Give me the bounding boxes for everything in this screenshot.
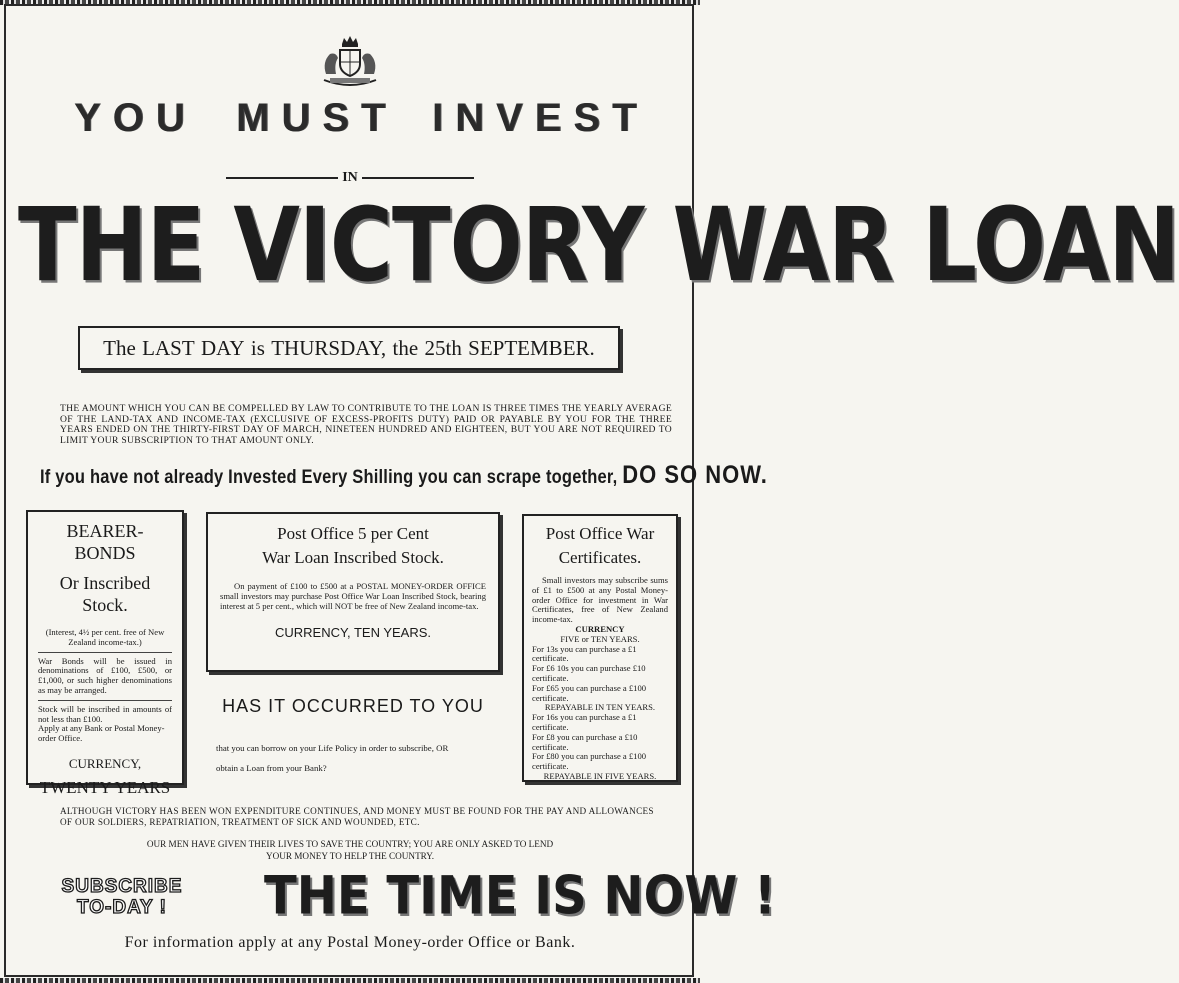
post-stock-title: Post Office 5 per Cent <box>277 524 429 543</box>
certificate-item: For £65 you can purchase a £100 certificate. <box>532 682 647 703</box>
last-day-word: DAY <box>200 335 245 360</box>
post-stock-subtitle: War Loan Inscribed Stock. <box>262 548 444 567</box>
occurred-line-2: obtain a Loan from your Bank? <box>216 763 327 773</box>
you-must-invest-heading <box>0 96 700 144</box>
royal-coat-of-arms-icon <box>318 34 382 90</box>
certificate-item: For £8 you can purchase a £10 certificate. <box>532 731 638 752</box>
in-divider <box>226 170 474 186</box>
post-stock-currency: CURRENCY, TEN YEARS. <box>274 625 432 641</box>
certificates-five-ten: FIVE or TEN YEARS. <box>560 633 640 644</box>
bearer-twenty-years: TWENTY YEARS <box>39 777 171 797</box>
last-day-word: SEPTEMBER. <box>468 335 595 360</box>
although-victory-paragraph: ALTHOUGH VICTORY HAS BEEN WON EXPENDITURE CONTINUES, AND MONEY MUST BE FOUND FOR THE PAY AND ALLOWANCES OF OUR SOLDIERS, REPATRIATION, TREATMENT OF SICK AND WOUNDED, ETC. <box>60 806 654 827</box>
last-day-word: THURSDAY, <box>271 335 387 360</box>
must-word-must: MUST <box>236 96 398 140</box>
do-so-now-emphasis: DO SO NOW. <box>622 460 768 489</box>
time-is-now-slogan: THE TIME IS NOW ! <box>264 865 776 927</box>
bearer-apply-text: Apply at any Bank or Postal Money-order Office. <box>38 723 165 744</box>
certificates-subtitle: Certificates. <box>558 548 642 567</box>
subscribe-line-1: SUBSCRIBE <box>61 876 183 897</box>
bearer-denominations-text: War Bonds will be issued in denominations of £100, £500, or £1,000, or such higher denominations as may be arranged. <box>38 655 172 695</box>
bearer-bonds-box <box>26 510 184 797</box>
our-men-line-2: YOUR MONEY TO HELP THE COUNTRY. <box>265 851 435 861</box>
our-men-line-1: OUR MEN HAVE GIVEN THEIR LIVES TO SAVE THE COUNTRY; YOU ARE ONLY ASKED TO LEND <box>146 839 554 849</box>
invest-every-shilling-line <box>40 460 768 490</box>
last-day-word: The <box>103 335 136 360</box>
war-certificates-box <box>522 514 678 782</box>
subscribe-today <box>56 876 188 918</box>
certificate-item: For £80 you can purchase a £100 certificate. <box>532 751 647 772</box>
invest-line-text: If you have not already Invested Every Shilling you can scrape together, <box>40 466 618 488</box>
post-stock-body: On payment of £100 to £500 at a POSTAL MONEY-ORDER OFFICE small investors may purchase Post Office War Loan Inscribed Stock, bearing interest at 5 per cent., which will NOT be free of New Zealand income-tax. <box>220 581 486 611</box>
our-men-paragraph <box>100 838 600 862</box>
inscribed-stock-subtitle: Or Inscribed Stock. <box>59 573 151 615</box>
last-day-word: is <box>250 335 265 360</box>
subscribe-line-2: TO-DAY ! <box>76 897 167 918</box>
occurred-line-1: that you can borrow on your Life Policy in order to subscribe, OR <box>216 743 449 753</box>
certificate-item: For £6 10s you can purchase £10 certificate. <box>532 663 646 683</box>
must-word-invest: INVEST <box>432 96 649 140</box>
bearer-interest-note: (Interest, 4½ per cent. free of New Zealand income-tax.) <box>45 627 165 647</box>
compulsory-amount-paragraph: THE AMOUNT WHICH YOU CAN BE COMPELLED BY LAW TO CONTRIBUTE TO THE LOAN IS THREE TIMES THE YEARLY AVERAGE OF THE LAND-TAX AND INCOME-TAX (EXCLUSIVE OF EXCESS-PROFITS DUTY) PAID OR PAYABLE BY YOU FOR THE THREE YEARS ENDED ON THE THIRTY-FIRST DAY OF MARCH, NINETEEN HUNDRED AND EIGHTEEN, BUT YOU ARE NOT REQUIRED TO LIMIT YOUR SUBSCRIPTION TO THAT AMOUNT ONLY. <box>60 403 672 446</box>
last-day-word: the <box>392 335 419 360</box>
victory-war-loan-title: THE VICTORY WAR LOAN <box>18 185 682 308</box>
has-it-occurred-heading: HAS IT OCCURRED TO YOU <box>222 696 484 716</box>
bearer-currency-label: CURRENCY, <box>68 755 142 771</box>
last-day-word: LAST <box>142 335 195 360</box>
last-day-banner <box>78 326 620 370</box>
must-word-you: YOU <box>74 96 197 140</box>
information-footer: For information apply at any Postal Money-order Office or Bank. <box>124 934 576 951</box>
certificates-intro: Small investors may subscribe sums of £1 to £500 at any Postal Money-order Office for investment in War Certificates, free of New Zealand income-tax. <box>532 575 668 625</box>
certificate-item: For 16s you can purchase a £1 certificate. <box>532 712 637 732</box>
post-office-stock-box <box>206 512 500 672</box>
certificate-item: For 13s you can purchase a £1 certificate. <box>532 643 637 664</box>
bearer-bonds-title: BEARER-BONDS <box>66 521 144 563</box>
last-day-word: 25th <box>424 335 462 360</box>
certificates-title: Post Office War <box>545 524 655 543</box>
in-word: IN <box>342 170 358 185</box>
occurred-body <box>216 738 506 778</box>
certificates-repay-ten: REPAYABLE IN TEN YEARS. <box>544 702 656 713</box>
bottom-border-strip <box>0 978 700 983</box>
certificates-currency: CURRENCY <box>575 623 625 634</box>
bearer-stock-text: Stock will be inscribed in amounts of not less than £100. <box>38 703 172 724</box>
certificates-repay-five: REPAYABLE IN FIVE YEARS. <box>543 770 657 781</box>
